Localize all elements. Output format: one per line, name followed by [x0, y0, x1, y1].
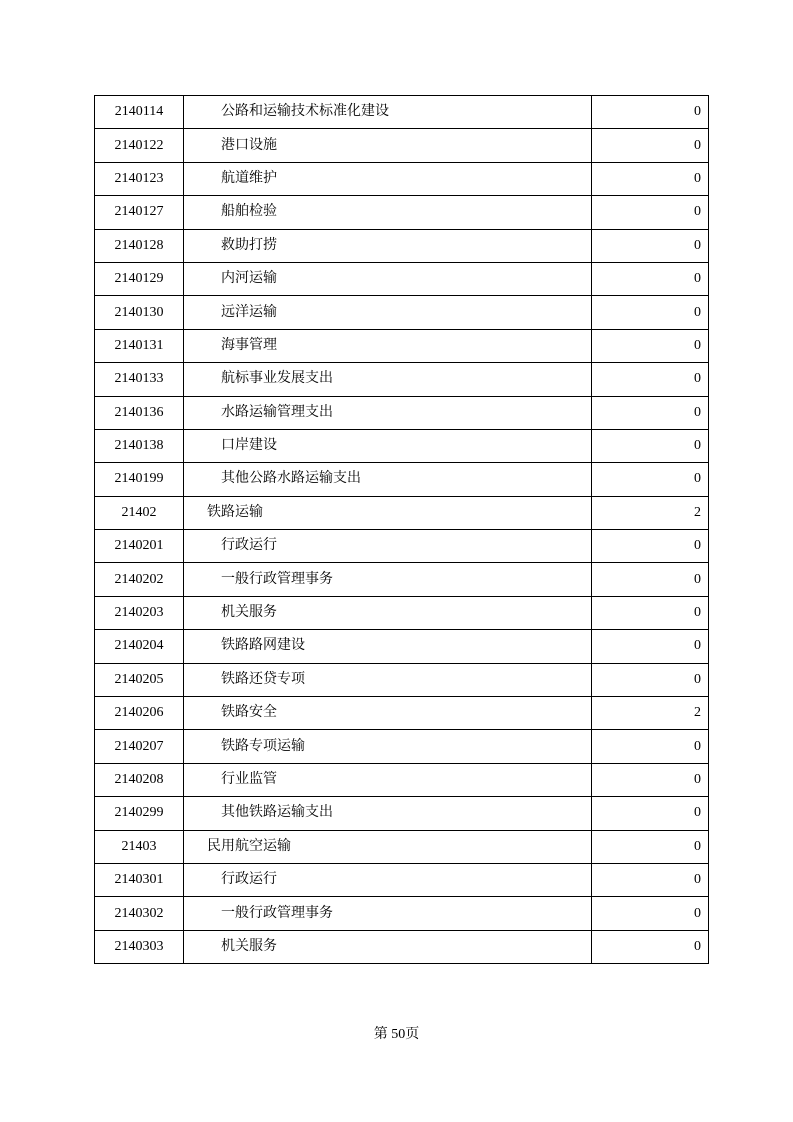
table-row — [95, 863, 709, 896]
table-row — [95, 563, 709, 596]
row-amount: 0 — [592, 730, 709, 763]
row-amount: 0 — [592, 797, 709, 830]
row-name: 口岸建设 — [184, 429, 592, 462]
row-amount: 2 — [592, 496, 709, 529]
table-row — [95, 329, 709, 362]
row-code: 21403 — [95, 830, 184, 863]
row-name: 铁路安全 — [184, 697, 592, 730]
row-code: 2140208 — [95, 763, 184, 796]
table-row — [95, 930, 709, 963]
row-name: 行政运行 — [184, 863, 592, 896]
table-row — [95, 429, 709, 462]
table-row — [95, 763, 709, 796]
row-code: 2140133 — [95, 363, 184, 396]
table-row — [95, 496, 709, 529]
row-name: 机关服务 — [184, 930, 592, 963]
row-code: 2140199 — [95, 463, 184, 496]
table-body — [95, 96, 709, 964]
page-number: 第 50页 — [373, 1027, 420, 1042]
row-code: 2140302 — [95, 897, 184, 930]
row-code: 2140128 — [95, 229, 184, 262]
row-code: 2140131 — [95, 329, 184, 362]
row-amount: 0 — [592, 363, 709, 396]
row-name: 其他铁路运输支出 — [184, 797, 592, 830]
row-name: 其他公路水路运输支出 — [184, 463, 592, 496]
table-row — [95, 196, 709, 229]
row-code: 2140303 — [95, 930, 184, 963]
row-code: 2140136 — [95, 396, 184, 429]
row-code: 21402 — [95, 496, 184, 529]
row-name: 远洋运输 — [184, 296, 592, 329]
row-amount: 2 — [592, 697, 709, 730]
row-code: 2140301 — [95, 863, 184, 896]
row-code: 2140203 — [95, 596, 184, 629]
row-amount: 0 — [592, 162, 709, 195]
row-name: 民用航空运输 — [184, 830, 592, 863]
row-name: 公路和运输技术标准化建设 — [184, 96, 592, 129]
row-amount: 0 — [592, 229, 709, 262]
row-amount: 0 — [592, 630, 709, 663]
row-code: 2140207 — [95, 730, 184, 763]
row-name: 铁路还贷专项 — [184, 663, 592, 696]
row-code: 2140202 — [95, 563, 184, 596]
table-row — [95, 897, 709, 930]
row-amount: 0 — [592, 930, 709, 963]
row-code: 2140127 — [95, 196, 184, 229]
row-name: 港口设施 — [184, 129, 592, 162]
row-amount: 0 — [592, 663, 709, 696]
row-amount: 0 — [592, 96, 709, 129]
row-code: 2140299 — [95, 797, 184, 830]
row-code: 2140123 — [95, 162, 184, 195]
table-row — [95, 697, 709, 730]
row-code: 2140122 — [95, 129, 184, 162]
row-amount: 0 — [592, 129, 709, 162]
row-code: 2140201 — [95, 530, 184, 563]
row-amount: 0 — [592, 396, 709, 429]
row-name: 内河运输 — [184, 262, 592, 295]
table-row — [95, 596, 709, 629]
table-row — [95, 162, 709, 195]
table-row — [95, 530, 709, 563]
row-name: 海事管理 — [184, 329, 592, 362]
row-name: 一般行政管理事务 — [184, 897, 592, 930]
table-row — [95, 129, 709, 162]
table-row — [95, 229, 709, 262]
row-amount: 0 — [592, 863, 709, 896]
row-code: 2140204 — [95, 630, 184, 663]
table-row — [95, 730, 709, 763]
row-name: 行政运行 — [184, 530, 592, 563]
table-row — [95, 96, 709, 129]
row-name: 机关服务 — [184, 596, 592, 629]
row-code: 2140130 — [95, 296, 184, 329]
row-amount: 0 — [592, 463, 709, 496]
table-row — [95, 396, 709, 429]
row-code: 2140138 — [95, 429, 184, 462]
table-row — [95, 262, 709, 295]
row-amount: 0 — [592, 196, 709, 229]
row-amount: 0 — [592, 830, 709, 863]
table-row — [95, 663, 709, 696]
table-row — [95, 630, 709, 663]
row-name: 水路运输管理支出 — [184, 396, 592, 429]
row-name: 救助打捞 — [184, 229, 592, 262]
row-amount: 0 — [592, 763, 709, 796]
row-code: 2140205 — [95, 663, 184, 696]
row-name: 航标事业发展支出 — [184, 363, 592, 396]
row-code: 2140129 — [95, 262, 184, 295]
row-name: 船舶检验 — [184, 196, 592, 229]
table-row — [95, 797, 709, 830]
table-row — [95, 830, 709, 863]
table-row — [95, 463, 709, 496]
budget-table — [94, 95, 709, 964]
row-amount: 0 — [592, 897, 709, 930]
row-name: 铁路专项运输 — [184, 730, 592, 763]
row-amount: 0 — [592, 296, 709, 329]
row-name: 航道维护 — [184, 162, 592, 195]
row-amount: 0 — [592, 329, 709, 362]
row-amount: 0 — [592, 596, 709, 629]
table-row — [95, 296, 709, 329]
row-amount: 0 — [592, 563, 709, 596]
row-name: 行业监管 — [184, 763, 592, 796]
row-name: 铁路路网建设 — [184, 630, 592, 663]
table-row — [95, 363, 709, 396]
row-code: 2140114 — [95, 96, 184, 129]
row-amount: 0 — [592, 530, 709, 563]
row-amount: 0 — [592, 429, 709, 462]
row-name: 铁路运输 — [184, 496, 592, 529]
row-code: 2140206 — [95, 697, 184, 730]
row-amount: 0 — [592, 262, 709, 295]
row-name: 一般行政管理事务 — [184, 563, 592, 596]
